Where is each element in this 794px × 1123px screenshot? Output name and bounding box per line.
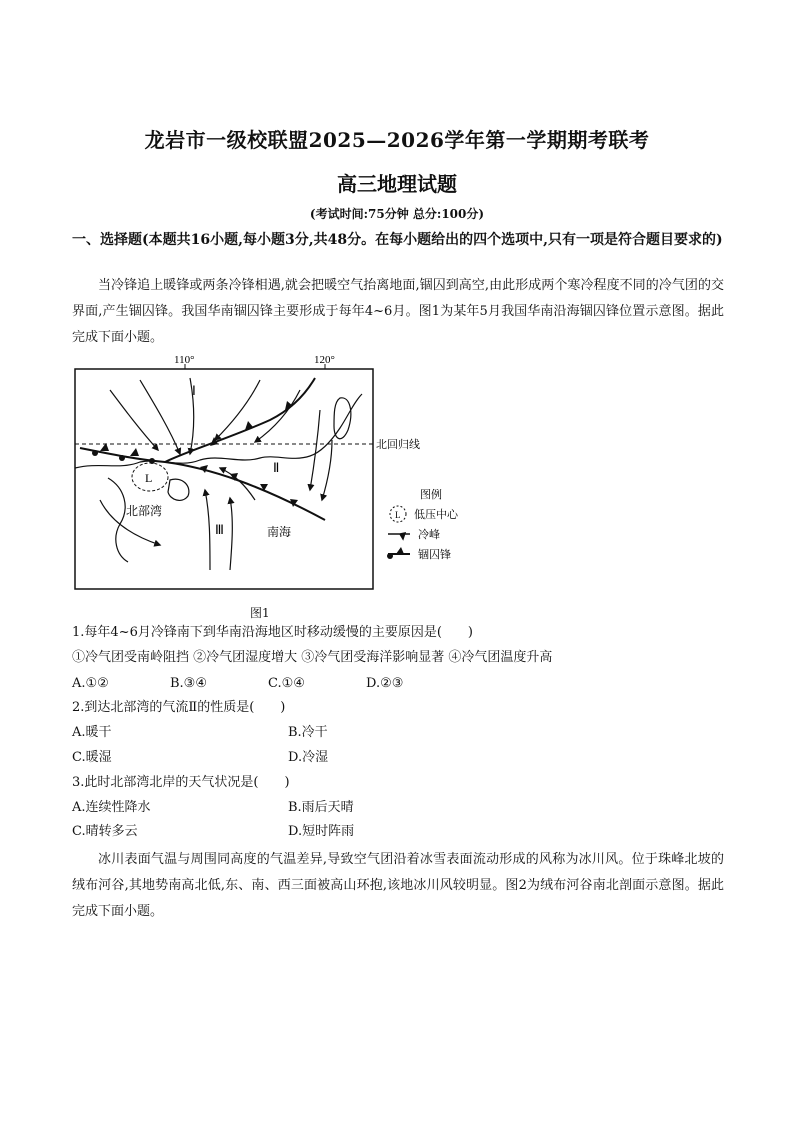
legend-occluded-label: 锢囚锋 xyxy=(418,548,451,561)
legend-cold-symbol xyxy=(388,533,410,539)
q1-option-b: B.③④ xyxy=(170,676,207,691)
legend-low-label: 低压中心 xyxy=(414,508,458,521)
passage-2: 冰川表面气温与周围同高度的气温差异,导致空气团沿着冰雪表面流动形成的风称为冰川风。位于珠峰北坡的绒布河谷,其地势南高北低,东、南、西三面被高山环抱,该地冰川风较明显。图2为绒布河谷南北剖面示意图。据此完成下面小题。 xyxy=(72,852,724,919)
legend-title: 图例 xyxy=(420,488,442,501)
q1-option-c: C.①④ xyxy=(268,676,305,691)
region-III-label: Ⅲ xyxy=(215,522,224,537)
question-3-stem: 3.此时北部湾北岸的天气状况是( ) xyxy=(72,775,290,790)
coastline xyxy=(75,394,362,468)
legend-cold-label: 冷峰 xyxy=(418,528,440,541)
figure-1-caption: 图1 xyxy=(250,606,270,620)
question-1-stem: 1.每年4~6月冷锋南下到华南沿海地区时移动缓慢的主要原因是( ) xyxy=(72,625,473,640)
sea-label: 南海 xyxy=(267,525,292,539)
passage-1: 当冷锋追上暖锋或两条冷锋相遇,就会把暖空气抬离地面,锢囚到高空,由此形成两个寒冷程度不同的冷气团的交界面,产生锢囚锋。我国华南锢囚锋主要形成于每年4~6月。图1为某年5月我国华南沿海锢囚锋位置示意图。据此完成下面小题。 xyxy=(72,278,724,345)
svg-text:L: L xyxy=(395,510,401,520)
q3-option-a: A.连续性降水 xyxy=(72,800,151,815)
q2-option-d: D.冷湿 xyxy=(288,750,329,765)
exam-meta: (考试时间:75分钟 总分:100分) xyxy=(309,207,485,221)
vietnam-coast xyxy=(108,478,128,562)
question-2-stem: 2.到达北部湾的气流Ⅱ的性质是( ) xyxy=(72,700,286,715)
hainan-island xyxy=(168,479,189,500)
lon-110-label: 110° xyxy=(174,354,195,366)
lon-120-label: 120° xyxy=(314,354,335,366)
region-II-label: Ⅱ xyxy=(273,460,280,475)
q3-option-d: D.短时阵雨 xyxy=(288,824,355,839)
tropic-label: 北回归线 xyxy=(376,438,420,451)
q3-option-b: B.雨后天晴 xyxy=(288,800,354,815)
low-label: L xyxy=(145,471,153,485)
q3-option-c: C.晴转多云 xyxy=(72,824,138,839)
exam-subtitle: 高三地理试题 xyxy=(337,172,457,196)
exam-title: 龙岩市一级校联盟2025—2026学年第一学期期考联考 xyxy=(144,128,650,152)
figure-legend xyxy=(387,487,459,561)
q1-option-a: A.①② xyxy=(72,676,109,691)
q2-option-b: B.冷干 xyxy=(288,725,328,740)
question-1-items: ①冷气团受南岭阻挡 ②冷气团湿度增大 ③冷气团受海洋影响显著 ④冷气团温度升高 xyxy=(72,650,553,665)
section-heading: 一、选择题(本题共16小题,每小题3分,共48分。在每小题给出的四个选项中,只有一项是符合题目要求的) xyxy=(72,232,723,248)
gulf-label: 北部湾 xyxy=(126,504,163,518)
region-I-label: Ⅰ xyxy=(192,383,196,398)
q2-option-a: A.暖干 xyxy=(72,725,112,740)
q2-option-c: C.暖湿 xyxy=(72,750,112,765)
figure-1-map xyxy=(70,350,490,620)
q1-option-d: D.②③ xyxy=(366,676,404,691)
